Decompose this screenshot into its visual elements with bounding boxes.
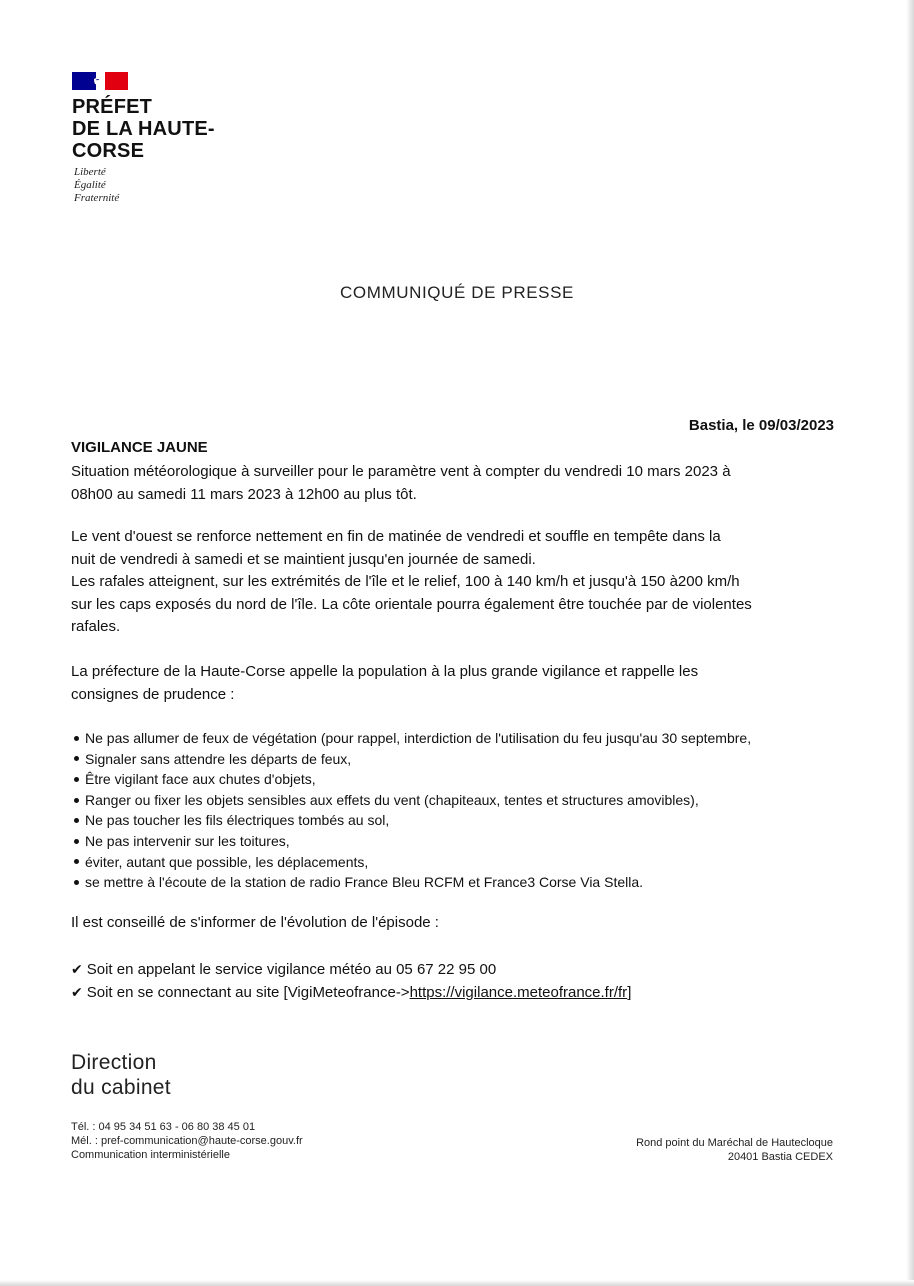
text-line: consignes de prudence : [71,685,235,703]
list-item [71,749,851,770]
wind-description-paragraph [71,526,833,639]
direction-line: Direction [71,1051,157,1074]
list-item-text: éviter, autant que possible, les déplacements, [85,853,369,870]
bullet-icon [74,839,79,844]
list-item-text: Être vigilant face aux chutes d'objets, [85,771,316,788]
motto-line: Fraternité [74,192,120,204]
situation-paragraph [71,461,833,506]
list-item-text: Ranger ou fixer les objets sensibles aux effets du vent (chapiteaux, tentes et structures amovibles), [85,791,699,808]
list-item [71,790,851,811]
direction-cabinet [71,1050,171,1100]
text-line: nuit de vendredi à samedi et se maintient jusqu'en journée de samedi. [71,550,536,568]
list-item [71,810,851,831]
prefecture-name [72,96,215,162]
postal-address [636,1136,833,1164]
list-item [71,958,631,981]
bullet-icon [74,736,79,741]
prefecture-appeal-paragraph [71,661,833,706]
text-line: Le vent d'ouest se renforce nettement en fin de matinée de vendredi et souffle en tempête dans la [71,528,721,545]
meteofrance-link[interactable]: https://vigilance.meteofrance.fr/fr [409,984,628,1001]
french-flag-icon [72,72,128,92]
website-channel-suffix: ] [627,984,632,1001]
list-item-text: Ne pas toucher les fils électriques tombés au sol, [85,812,390,829]
list-item [71,852,851,873]
list-item-text: Ne pas allumer de feux de végétation (pour rappel, interdiction de l'utilisation du feu jusqu'au 30 septembre, [85,730,752,746]
checkmark-icon: ✔ [71,961,83,977]
phone-channel-text: Soit en appelant le service vigilance météo au 05 67 22 95 00 [86,961,497,978]
contact-line: Communication interministérielle [71,1149,230,1161]
date-line: Bastia, le 09/03/2023 [688,417,834,434]
text-line: 08h00 au samedi 11 mars 2023 à 12h00 au plus tôt. [71,485,417,503]
list-item [71,728,851,749]
list-item-text: se mettre à l'écoute de la station de radio France Bleu RCFM et France3 Corse Via Stella. [85,874,644,891]
text-line: rafales. [71,618,121,635]
motto-line: Liberté [74,166,106,178]
text-line: sur les caps exposés du nord de l'île. La côte orientale pourra également être touchée par de violentes [71,595,752,613]
website-channel-text: Soit en se connectant au site [VigiMeteofrance-> [86,984,410,1001]
marianne-logo [72,72,128,92]
motto-line: Égalité [74,179,106,191]
list-item-text: Ne pas intervenir sur les toitures, [85,832,290,849]
page-edge-shadow [0,1280,914,1286]
press-release-title: COMMUNIQUÉ DE PRESSE [340,283,574,302]
page-edge-shadow [906,0,914,1286]
checkmark-icon: ✔ [71,984,83,1000]
list-item [71,981,631,1004]
bullet-icon [74,880,79,885]
bullet-icon [74,777,79,782]
bullet-icon [74,859,79,864]
list-item [71,831,851,852]
bullet-icon [74,756,79,761]
safety-rules-list [71,728,851,893]
address-line: 20401 Bastia CEDEX [727,1151,833,1163]
prefecture-line: DE LA HAUTE- [72,118,215,140]
information-channels-list [71,958,631,1004]
contact-line: Mél. : pref-communication@haute-corse.gouv.fr [71,1135,303,1147]
contact-line: Tél. : 04 95 34 51 63 - 06 80 38 45 01 [71,1121,256,1133]
address-line: Rond point du Maréchal de Hautecloque [636,1137,833,1149]
text-line: La préfecture de la Haute-Corse appelle la population à la plus grande vigilance et rappelle les [71,663,699,680]
text-line: Situation météorologique à surveiller pour le paramètre vent à compter du vendredi 10 mars 2023 à [71,463,731,480]
direction-line: du cabinet [71,1076,171,1099]
prefecture-line: CORSE [72,140,145,162]
information-advice: Il est conseillé de s'informer de l'évolution de l'épisode : [71,914,439,931]
bullet-icon [74,818,79,823]
bullet-icon [74,798,79,803]
text-line: Les rafales atteignent, sur les extrémités de l'île et le relief, 100 à 140 km/h et jusqu'à 150 à200 km/h [71,573,740,590]
prefecture-line: PRÉFET [72,96,153,118]
contact-info [71,1120,303,1162]
list-item [71,769,851,790]
republic-motto [74,166,119,205]
vigilance-heading: VIGILANCE JAUNE [71,439,208,456]
list-item-text: Signaler sans attendre les départs de feux, [85,750,352,767]
list-item [71,872,851,893]
